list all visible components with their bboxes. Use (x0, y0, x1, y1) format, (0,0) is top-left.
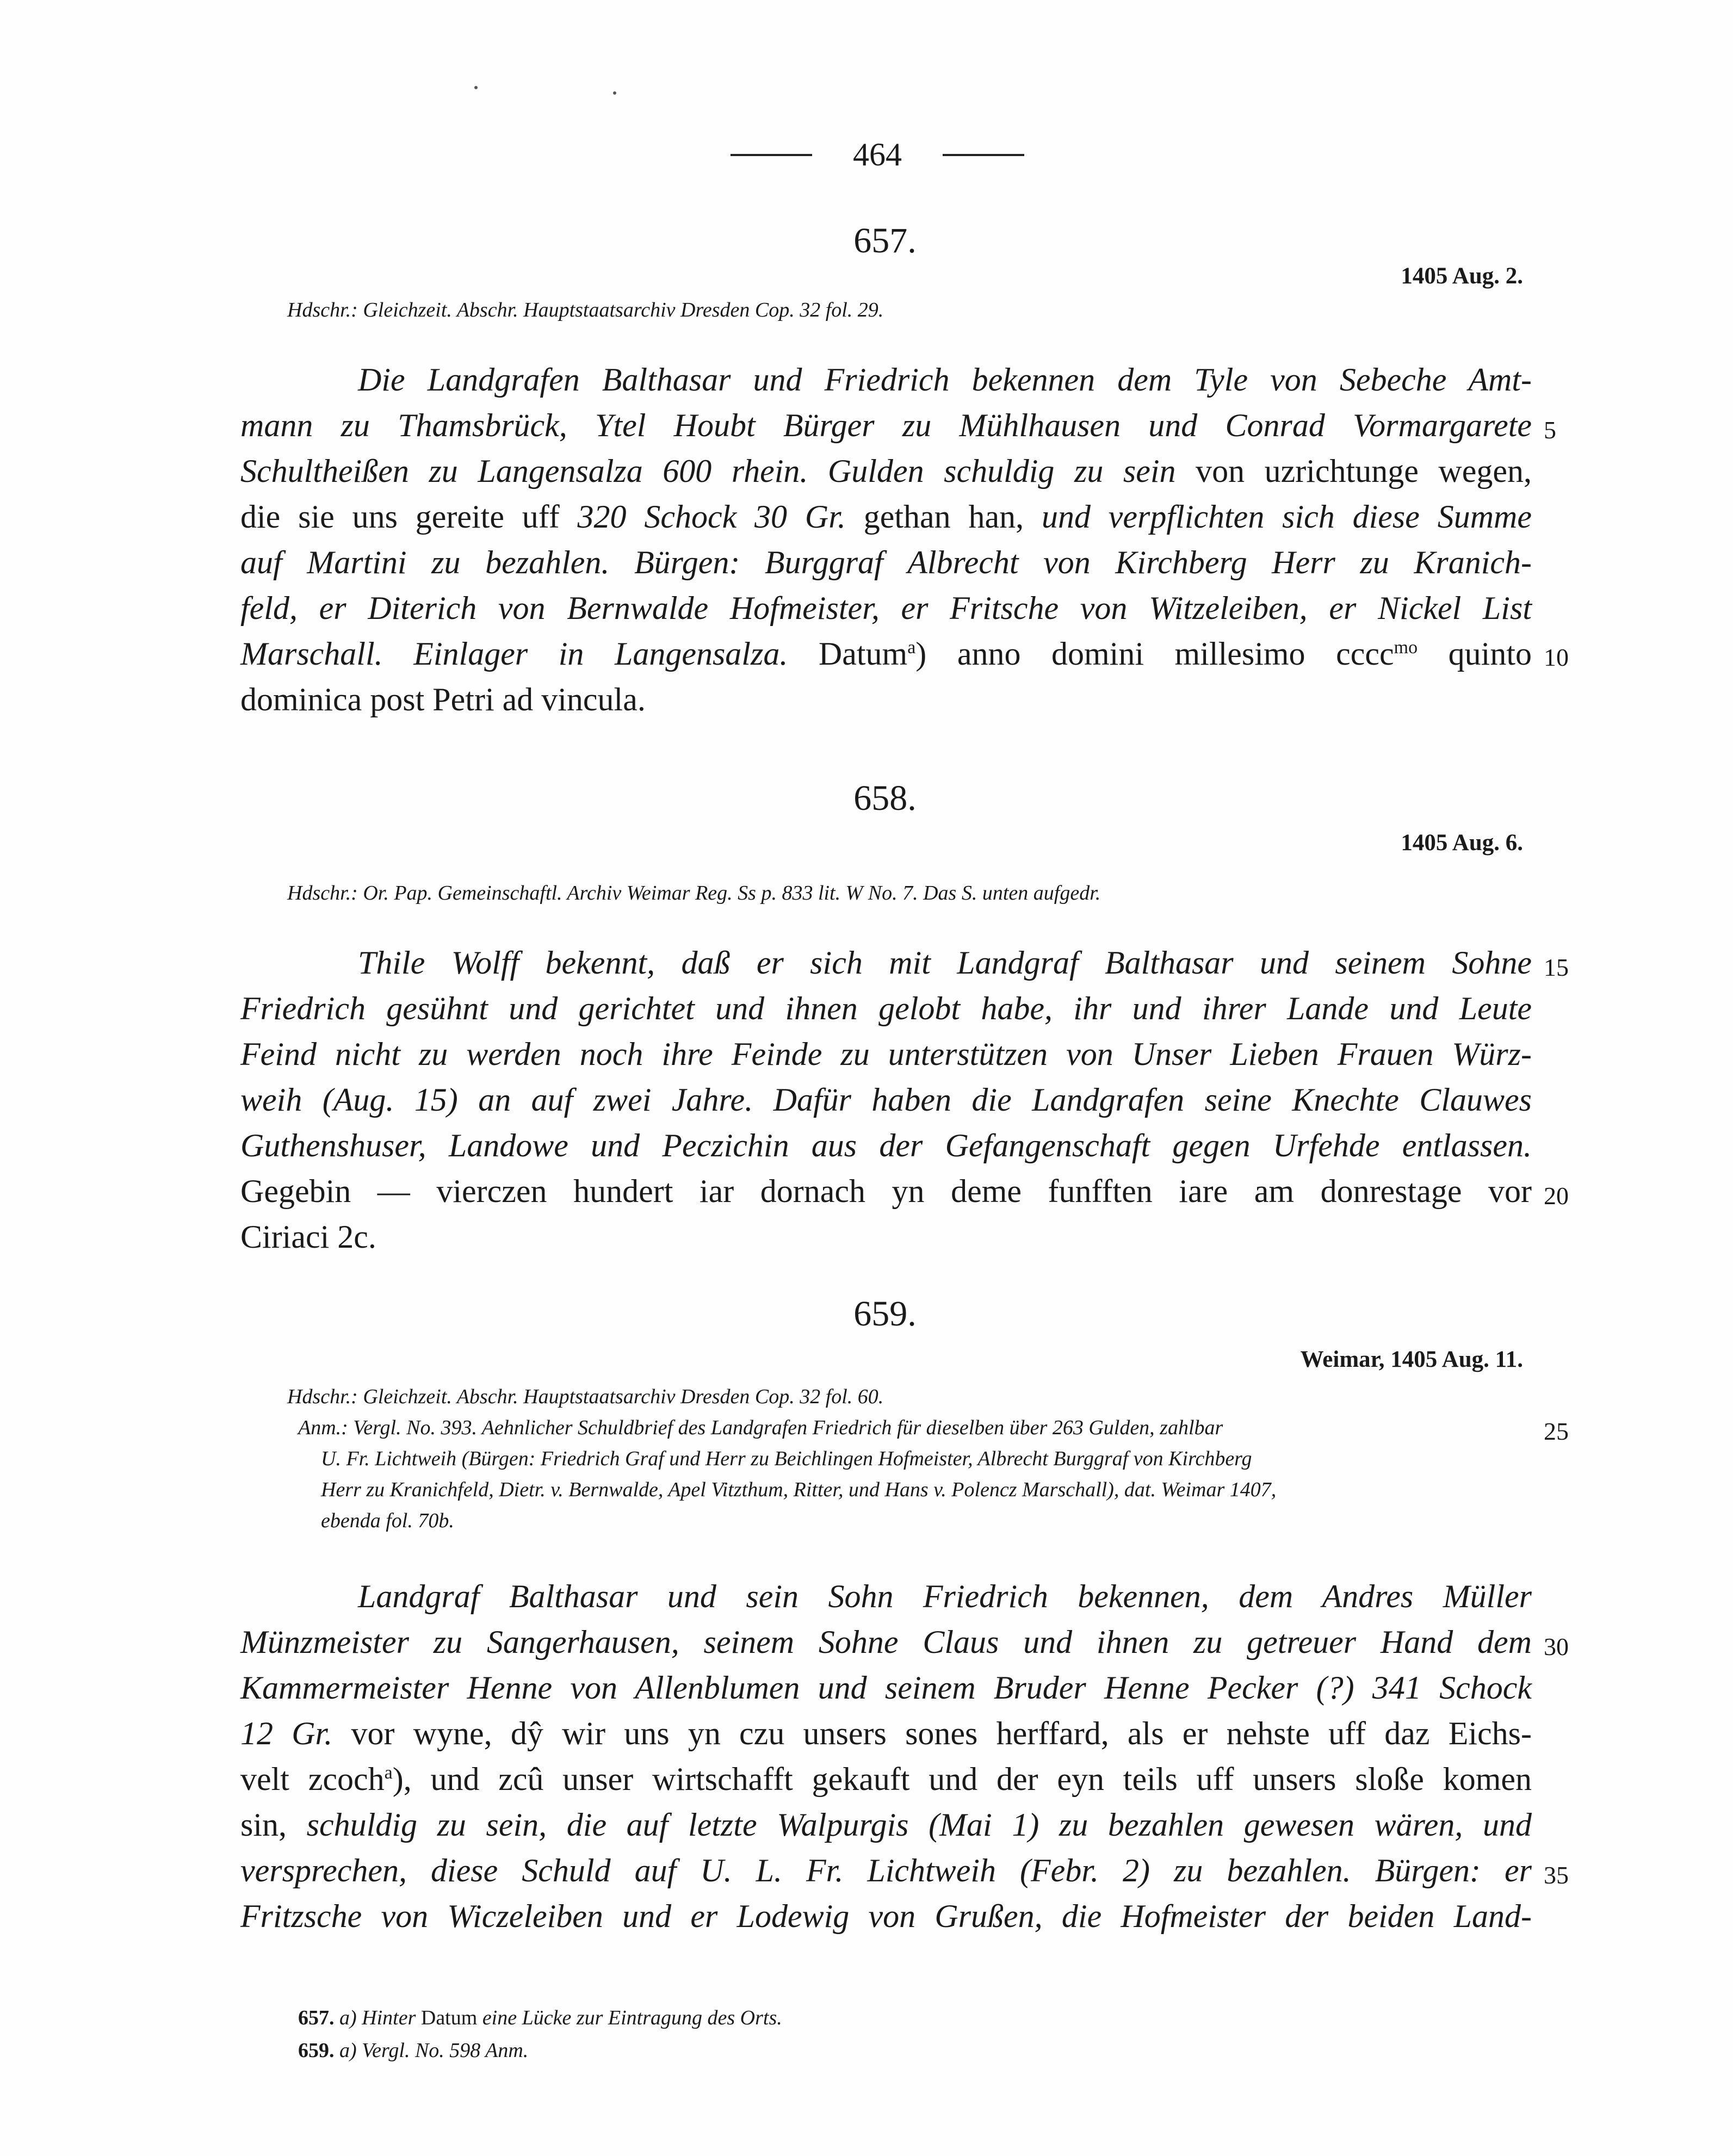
text-line: Friedrich gesühnt und gerichtet und ihnen gelobt habe, ihr und ihrer Lande und Leute (240, 990, 1532, 1026)
line-number: 30 (1544, 1633, 1569, 1661)
manuscript-source: Hdschr.: Or. Pap. Gemeinschaftl. Archiv Weimar Reg. Ss p. 833 lit. W No. 7. Das S. unten aufgedr. (287, 882, 1101, 904)
text-line: Ciriaci 2c. (240, 1219, 376, 1255)
text-line: Marschall. Einlager in Langensalza. Datum$^a$) anno domini millesimo cccc$^{mo}$ quinto (240, 636, 1532, 672)
footnote: 657. a) Hinter Datum eine Lücke zur Eintragung des Orts. (298, 2006, 782, 2029)
entry-date: 1405 Aug. 2. (1401, 263, 1523, 289)
entry-number: 659. (853, 1294, 917, 1334)
line-number: 5 (1544, 416, 1556, 444)
line-number: 25 (1544, 1417, 1569, 1445)
text-line: Münzmeister zu Sangerhausen, seinem Sohne Claus und ihnen zu getreuer Hand dem (240, 1624, 1532, 1660)
text-line: die sie uns gereite uff 320 Schock 30 Gr. gethan han, und verpflichten sich diese Summe (240, 499, 1532, 535)
text-line: sin, schuldig zu sein, die auf letzte Walpurgis (Mai 1) zu bezahlen gewesen wären, und (240, 1807, 1532, 1843)
text-line: feld, er Diterich von Bernwalde Hofmeister, er Fritsche von Witzeleiben, er Nickel List (240, 590, 1532, 626)
manuscript-source: Hdschr.: Gleichzeit. Abschr. Hauptstaatsarchiv Dresden Cop. 32 fol. 29. (287, 299, 884, 321)
text-line: Guthenshuser, Landowe und Peczichin aus der Gefangenschaft gegen Urfehde entlassen. (240, 1127, 1532, 1163)
text-line: 12 Gr. vor wyne, dŷ wir uns yn czu unsers sones herffard, als er nehste uff daz Eichs- (240, 1715, 1532, 1751)
annotation-line: Herr zu Kranichfeld, Dietr. v. Bernwalde, Apel Vitzthum, Ritter, und Hans v. Polencz Marschall), dat. Weimar 1407, (321, 1478, 1277, 1501)
entry-date: Weimar, 1405 Aug. 11. (1300, 1347, 1523, 1372)
page-number: 464 (853, 137, 902, 172)
line-number: 20 (1544, 1182, 1569, 1210)
text-line: versprechen, diese Schuld auf U. L. Fr. Lichtweih (Febr. 2) zu bezahlen. Bürgen: er (240, 1853, 1532, 1888)
line-number: 10 (1544, 643, 1569, 671)
footnote: 659. a) Vergl. No. 598 Anm. (298, 2039, 529, 2062)
header-dash-right (943, 154, 1024, 156)
text-line: mann zu Thamsbrück, Ytel Houbt Bürger zu Mühlhausen und Conrad Vormargarete (240, 407, 1532, 443)
annotation-line: U. Fr. Lichtweih (Bürgen: Friedrich Graf und Herr zu Beichlingen Hofmeister, Albrecht Burggraf von Kirchberg (321, 1447, 1252, 1470)
entry-number: 657. (853, 221, 917, 261)
annotation-line: ebenda fol. 70b. (321, 1509, 454, 1532)
text-line: Landgraf Balthasar und sein Sohn Friedrich bekennen, dem Andres Müller (358, 1578, 1532, 1614)
header-dash-left (731, 154, 812, 156)
text-line: Kammermeister Henne von Allenblumen und seinem Bruder Henne Pecker (?) 341 Schock (240, 1670, 1532, 1706)
annotation-line: Anm.: Vergl. No. 393. Aehnlicher Schuldbrief des Landgrafen Friedrich für dieselben über 263 Gulden, zahlbar (298, 1416, 1223, 1439)
page-number-header (731, 136, 1024, 174)
line-number: 15 (1544, 953, 1569, 981)
scan-speck (474, 86, 478, 89)
text-line: Die Landgrafen Balthasar und Friedrich bekennen dem Tyle von Sebeche Amt- (358, 362, 1532, 398)
text-line: Gegebin — vierczen hundert iar dornach yn deme funfften iare am donrestage vor (240, 1173, 1532, 1209)
text-line: Feind nicht zu werden noch ihre Feinde zu unterstützen von Unser Lieben Frauen Würz- (240, 1036, 1532, 1072)
entry-number: 658. (853, 778, 917, 818)
text-line: weih (Aug. 15) an auf zwei Jahre. Dafür haben die Landgrafen seine Knechte Clauwes (240, 1082, 1532, 1118)
text-line: Fritzsche von Wiczeleiben und er Lodewig von Grußen, die Hofmeister der beiden Land- (240, 1898, 1532, 1934)
line-number: 35 (1544, 1861, 1569, 1889)
manuscript-source: Hdschr.: Gleichzeit. Abschr. Hauptstaatsarchiv Dresden Cop. 32 fol. 60. (287, 1385, 884, 1408)
scan-speck (613, 91, 616, 95)
text-line: auf Martini zu bezahlen. Bürgen: Burggraf Albrecht von Kirchberg Herr zu Kranich- (240, 544, 1532, 580)
entry-date: 1405 Aug. 6. (1401, 830, 1523, 856)
text-line: velt zcoch$^a$), und zcû unser wirtschafft gekauft und der eyn teils uff unsers sloße komen (240, 1761, 1532, 1797)
text-line: Schultheißen zu Langensalza 600 rhein. Gulden schuldig zu sein von uzrichtunge wegen, (240, 453, 1532, 489)
text-line: Thile Wolff bekennt, daß er sich mit Landgraf Balthasar und seinem Sohne (358, 945, 1532, 981)
text-line: dominica post Petri ad vincula. (240, 682, 646, 717)
